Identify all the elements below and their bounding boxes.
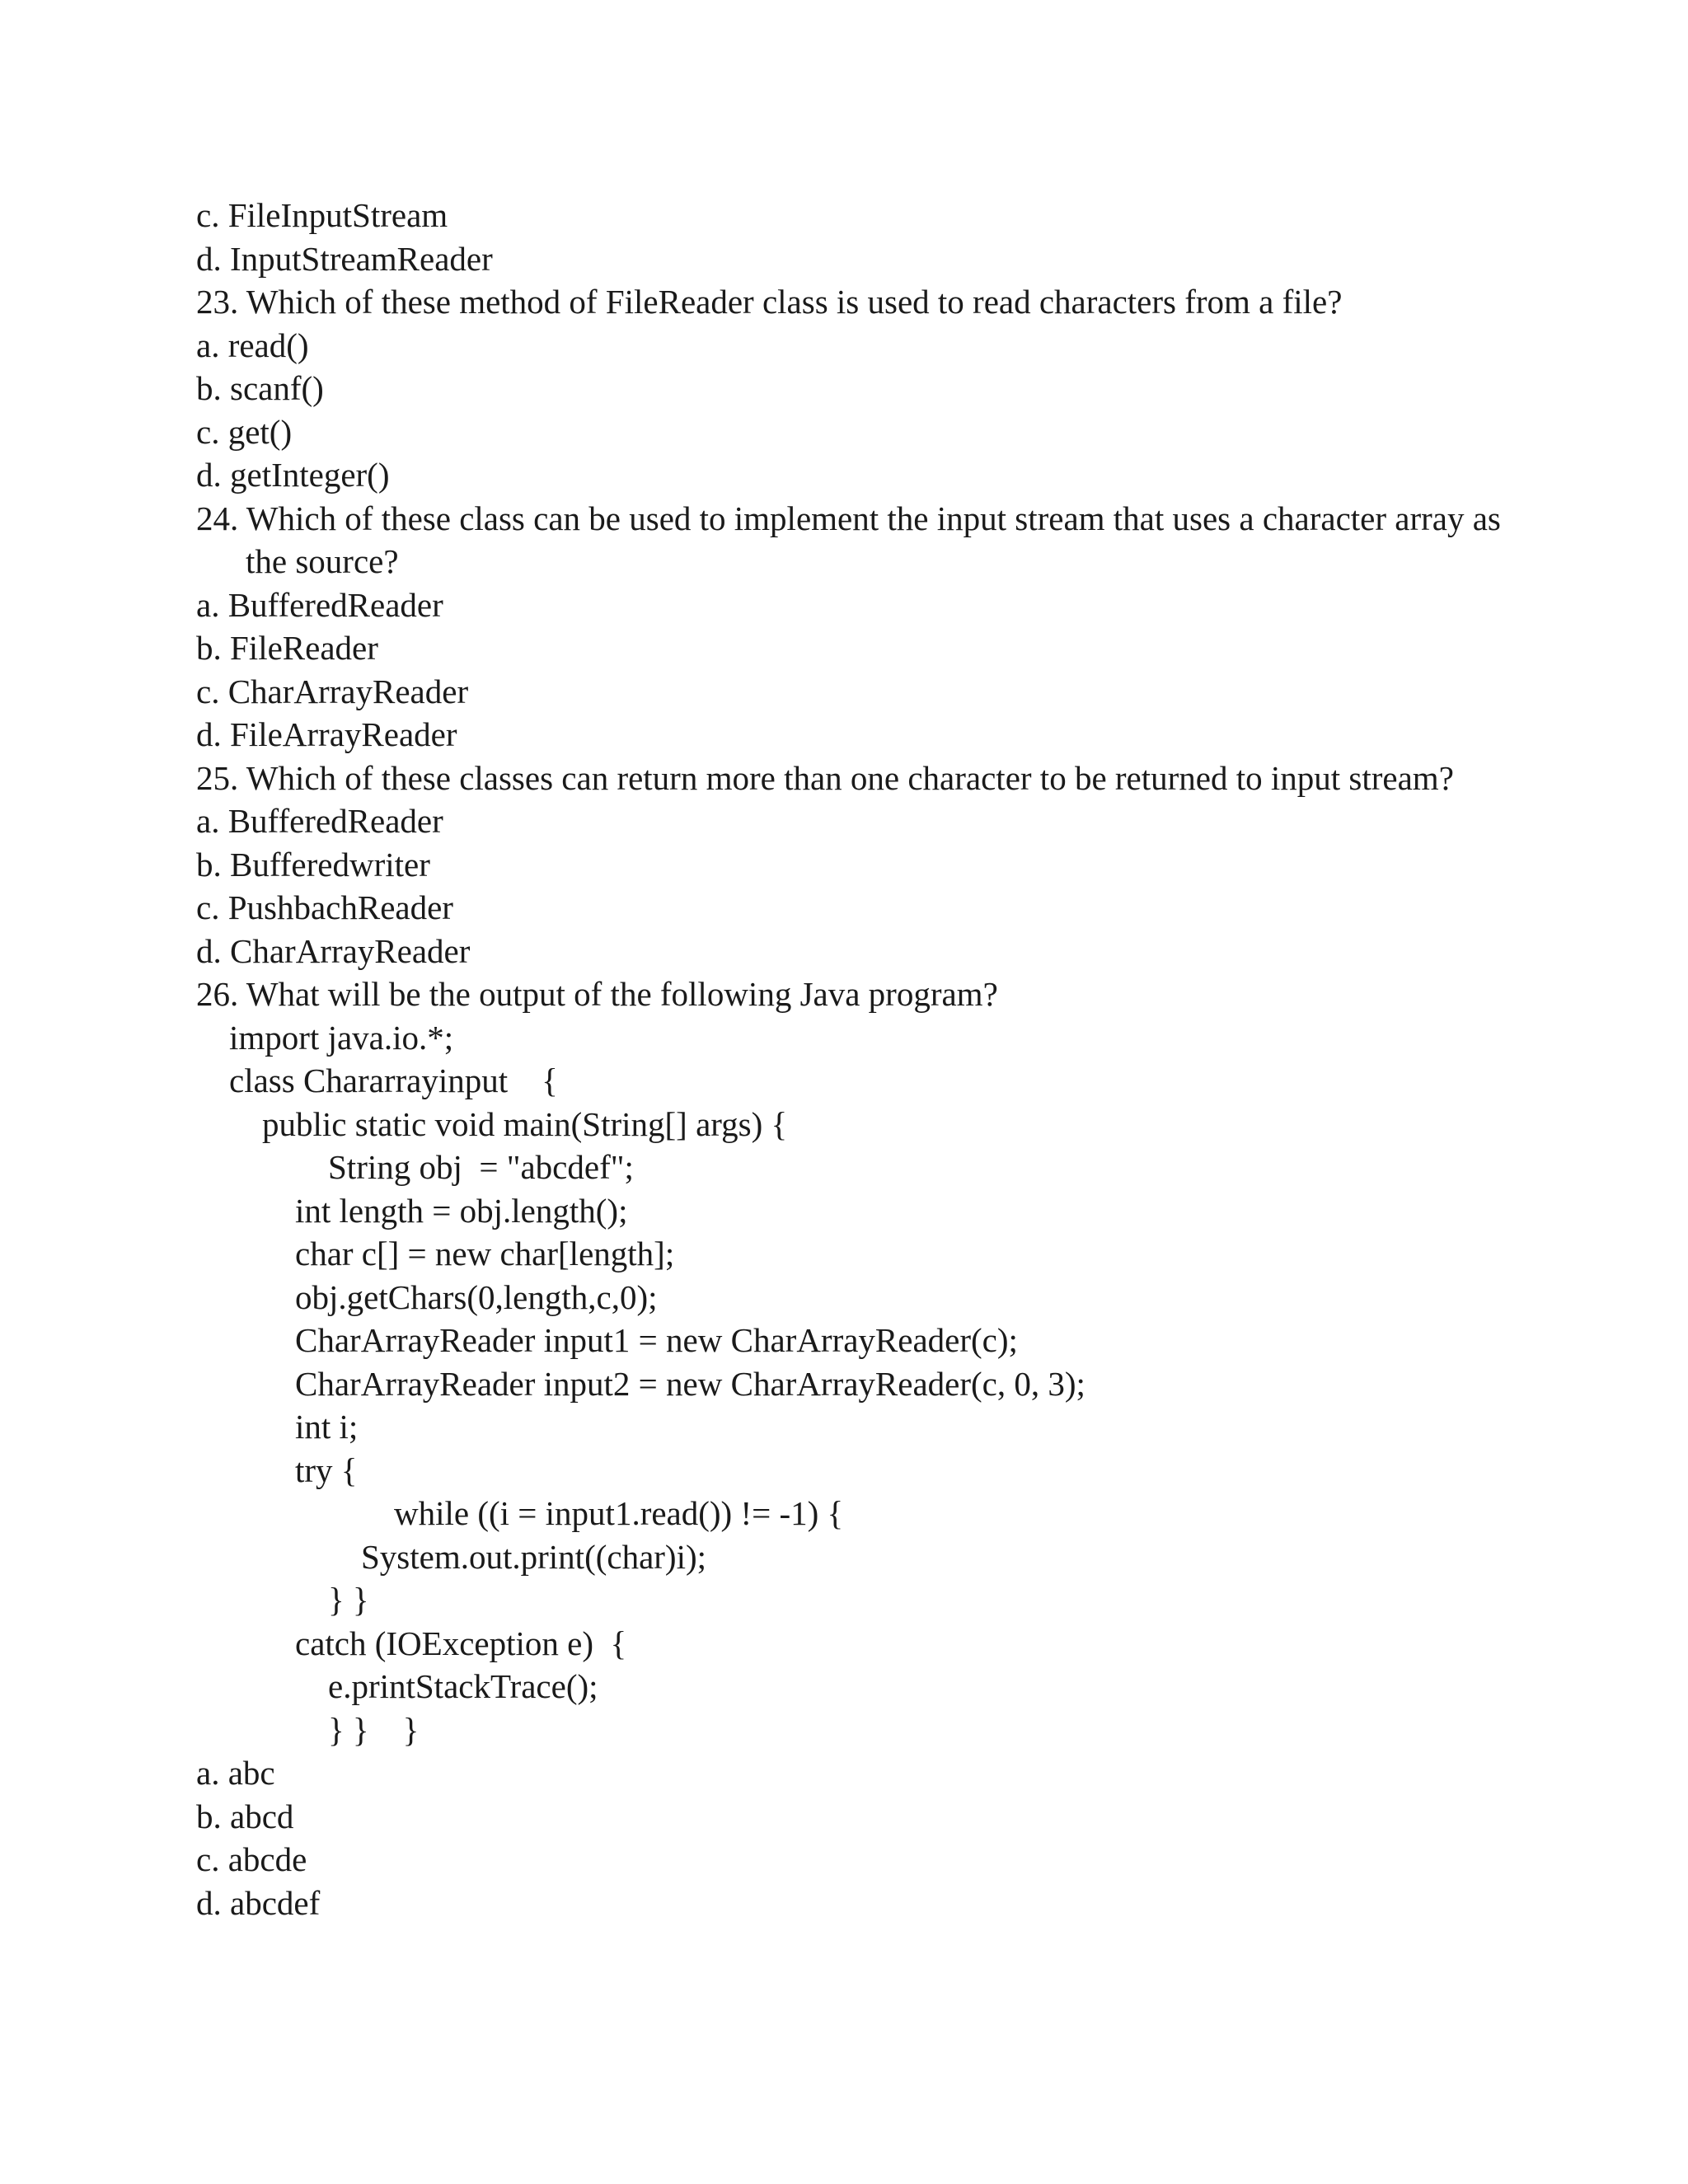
question-25: 25. Which of these classes can return more than one character to be returned to input stream? bbox=[196, 759, 1454, 797]
option-a-q24: a. BufferedReader bbox=[196, 586, 443, 624]
option-c-q25: c. PushbachReader bbox=[196, 888, 453, 926]
question-24: 24. Which of these class can be used to implement the input stream that uses a character array as bbox=[196, 499, 1501, 537]
code-line: try { bbox=[295, 1451, 358, 1489]
option-d-q22: d. InputStreamReader bbox=[196, 240, 493, 278]
code-line: System.out.print((char)i); bbox=[361, 1538, 707, 1576]
option-c-q23: c. get() bbox=[196, 413, 293, 451]
option-c-q26: c. abcde bbox=[196, 1840, 307, 1878]
option-b-q26: b. abcd bbox=[196, 1797, 294, 1835]
code-line: } } } bbox=[328, 1711, 420, 1749]
option-d-q24: d. FileArrayReader bbox=[196, 715, 457, 753]
option-b-q25: b. Bufferedwriter bbox=[196, 846, 430, 883]
code-line: CharArrayReader input2 = new CharArrayReader(c, 0, 3); bbox=[295, 1365, 1085, 1403]
option-b-q24: b. FileReader bbox=[196, 629, 378, 667]
code-line: import java.io.*; bbox=[229, 1019, 454, 1057]
option-c-q24: c. CharArrayReader bbox=[196, 673, 469, 710]
option-d-q26: d. abcdef bbox=[196, 1884, 321, 1922]
question-24-continued: the source? bbox=[246, 542, 399, 580]
option-d-q25: d. CharArrayReader bbox=[196, 932, 471, 970]
code-line: int i; bbox=[295, 1408, 359, 1446]
code-line: catch (IOException e) { bbox=[295, 1624, 627, 1662]
code-line: CharArrayReader input1 = new CharArrayReader(c); bbox=[295, 1321, 1018, 1359]
code-line: } } bbox=[328, 1581, 369, 1619]
option-b-q23: b. scanf() bbox=[196, 369, 324, 407]
code-line: e.printStackTrace(); bbox=[328, 1667, 598, 1705]
code-line: char c[] = new char[length]; bbox=[295, 1235, 675, 1272]
code-line: obj.getChars(0,length,c,0); bbox=[295, 1278, 658, 1316]
option-c-q22: c. FileInputStream bbox=[196, 196, 448, 234]
option-a-q26: a. abc bbox=[196, 1754, 275, 1792]
option-d-q23: d. getInteger() bbox=[196, 456, 390, 494]
question-23: 23. Which of these method of FileReader class is used to read characters from a file? bbox=[196, 283, 1343, 321]
code-line: class Chararrayinput { bbox=[229, 1062, 558, 1099]
option-a-q23: a. read() bbox=[196, 326, 309, 364]
code-line: String obj = "abcdef"; bbox=[328, 1148, 634, 1186]
code-line: int length = obj.length(); bbox=[295, 1192, 628, 1230]
option-a-q25: a. BufferedReader bbox=[196, 802, 443, 840]
code-line: public static void main(String[] args) { bbox=[262, 1105, 788, 1143]
question-26: 26. What will be the output of the following Java program? bbox=[196, 975, 998, 1013]
code-line: while ((i = input1.read()) != -1) { bbox=[394, 1494, 844, 1532]
